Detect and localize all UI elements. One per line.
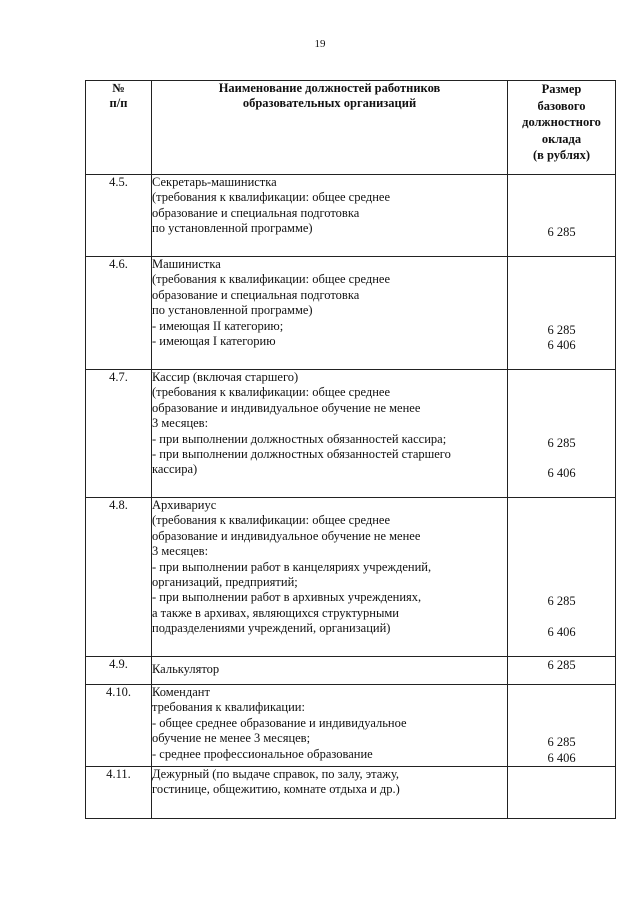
table-row bbox=[86, 370, 616, 498]
row-number: 4.10. bbox=[86, 685, 152, 767]
salary-value bbox=[508, 502, 615, 517]
table-row bbox=[86, 257, 616, 370]
description-line: по установленной программе) bbox=[152, 221, 313, 236]
description-line: (требования к квалификации: общее среднее bbox=[152, 190, 390, 205]
position-description bbox=[152, 685, 508, 767]
description-line: требования к квалификации: bbox=[152, 700, 305, 715]
description-line: а также в архивах, являющихся структурными bbox=[152, 605, 399, 620]
salary-value: 6 285 bbox=[547, 435, 576, 450]
salary-value bbox=[508, 420, 615, 435]
salary-value bbox=[508, 374, 615, 389]
salary-value: 6 406 bbox=[547, 750, 576, 765]
description-line: 3 месяцев: bbox=[152, 544, 209, 559]
description-line: (требования к квалификации: общее среднее bbox=[152, 385, 390, 400]
salary-cell bbox=[508, 257, 616, 370]
table-header-row bbox=[86, 81, 616, 175]
description-line: кассира) bbox=[152, 462, 198, 477]
description-line: Калькулятор bbox=[152, 662, 220, 676]
table-row bbox=[86, 685, 616, 767]
header-num-line: п/п bbox=[109, 96, 128, 111]
position-description bbox=[152, 657, 508, 685]
table-row bbox=[86, 657, 616, 685]
description-line: Машинистка bbox=[152, 257, 221, 271]
description-line: обучение не менее 3 месяцев; bbox=[152, 731, 311, 746]
table-row bbox=[86, 767, 616, 819]
salary-value bbox=[508, 786, 615, 801]
salary-table bbox=[85, 80, 616, 819]
salary-value bbox=[508, 194, 615, 209]
description-line: организаций, предприятий; bbox=[152, 575, 298, 590]
row-number: 4.8. bbox=[86, 498, 152, 657]
row-number: 4.11. bbox=[86, 767, 152, 819]
header-name-line: образовательных организаций bbox=[242, 96, 417, 111]
salary-value bbox=[508, 261, 615, 276]
page-number: 19 bbox=[314, 38, 326, 50]
description-line: (требования к квалификации: общее среднее bbox=[152, 272, 390, 287]
description-line: образование и индивидуальное обучение не менее bbox=[152, 528, 421, 543]
salary-value bbox=[508, 720, 615, 735]
salary-value: 6 285 bbox=[547, 594, 576, 609]
salary-cell bbox=[508, 370, 616, 498]
salary-value bbox=[508, 276, 615, 291]
description-line: - при выполнении работ в канцеляриях учреждений, bbox=[152, 559, 432, 574]
description-line: подразделениями учреждений, организаций) bbox=[152, 621, 391, 636]
position-description bbox=[152, 370, 508, 498]
header-salary-line: базового bbox=[537, 98, 586, 113]
salary-value: 6 285 bbox=[547, 225, 576, 240]
salary-cell bbox=[508, 175, 616, 257]
description-line: 3 месяцев: bbox=[152, 416, 209, 431]
salary-value bbox=[508, 405, 615, 420]
salary-cell bbox=[508, 657, 616, 685]
salary-value bbox=[508, 517, 615, 532]
description-line: Кассир (включая старшего) bbox=[152, 370, 299, 384]
salary-value bbox=[508, 704, 615, 719]
description-line: - при выполнении должностных обязанностей старшего bbox=[152, 447, 451, 462]
salary-value bbox=[508, 579, 615, 594]
header-num bbox=[86, 81, 152, 175]
description-line: (требования к квалификации: общее среднее bbox=[152, 513, 390, 528]
position-description bbox=[152, 175, 508, 257]
salary-value: 6 406 bbox=[547, 466, 576, 481]
salary-value: 6 285 bbox=[547, 735, 576, 750]
salary-cell bbox=[508, 685, 616, 767]
row-number: 4.6. bbox=[86, 257, 152, 370]
salary-value: 6 406 bbox=[547, 338, 576, 353]
salary-value: 6 285 bbox=[547, 658, 576, 672]
description-line: Комендант bbox=[152, 685, 210, 699]
salary-cell bbox=[508, 498, 616, 657]
salary-value: 6 406 bbox=[547, 625, 576, 640]
header-salary-line: должностного bbox=[522, 115, 601, 129]
position-description bbox=[152, 767, 508, 819]
salary-value bbox=[508, 771, 615, 786]
row-number: 4.9. bbox=[86, 657, 152, 685]
description-line: - имеющая I категорию bbox=[152, 334, 276, 349]
description-line: по установленной программе) bbox=[152, 303, 313, 318]
description-line: Архивариус bbox=[152, 498, 217, 512]
description-line: гостинице, общежитию, комнате отдыха и др.) bbox=[152, 782, 400, 797]
salary-value bbox=[508, 564, 615, 579]
salary-value bbox=[508, 610, 615, 625]
header-salary-line: (в рублях) bbox=[532, 148, 591, 162]
table-row bbox=[86, 498, 616, 657]
salary-value bbox=[508, 210, 615, 225]
description-line: - имеющая II категорию; bbox=[152, 318, 284, 333]
description-line: образование и специальная подготовка bbox=[152, 205, 360, 220]
salary-value bbox=[508, 689, 615, 704]
header-name-line: Наименование должностей работников bbox=[218, 81, 441, 95]
description-line: - среднее профессиональное образование bbox=[152, 746, 373, 761]
position-description bbox=[152, 498, 508, 657]
description-line: Секретарь-машинистка bbox=[152, 175, 277, 189]
salary-value bbox=[508, 548, 615, 563]
table-row bbox=[86, 175, 616, 257]
salary-value: 6 285 bbox=[547, 322, 576, 337]
salary-value bbox=[508, 389, 615, 404]
description-line: - при выполнении работ в архивных учреждениях, bbox=[152, 590, 422, 605]
header-salary-line: Размер bbox=[541, 82, 582, 96]
description-line: - общее среднее образование и индивидуальное bbox=[152, 715, 407, 730]
salary-value bbox=[508, 292, 615, 307]
description-line: Дежурный (по выдаче справок, по залу, этажу, bbox=[152, 767, 400, 782]
description-line: образование и индивидуальное обучение не менее bbox=[152, 400, 421, 415]
row-number: 4.7. bbox=[86, 370, 152, 498]
salary-value bbox=[508, 307, 615, 322]
header-salary-line: оклада bbox=[541, 131, 582, 146]
salary-value bbox=[508, 533, 615, 548]
header-salary bbox=[508, 81, 616, 175]
salary-value bbox=[508, 179, 615, 194]
position-description bbox=[152, 257, 508, 370]
header-position-name bbox=[152, 81, 508, 175]
salary-cell bbox=[508, 767, 616, 819]
description-line: образование и специальная подготовка bbox=[152, 287, 360, 302]
description-line: - при выполнении должностных обязанностей кассира; bbox=[152, 431, 447, 446]
salary-value bbox=[508, 451, 615, 466]
header-num-line: № bbox=[112, 81, 125, 95]
row-number: 4.5. bbox=[86, 175, 152, 257]
